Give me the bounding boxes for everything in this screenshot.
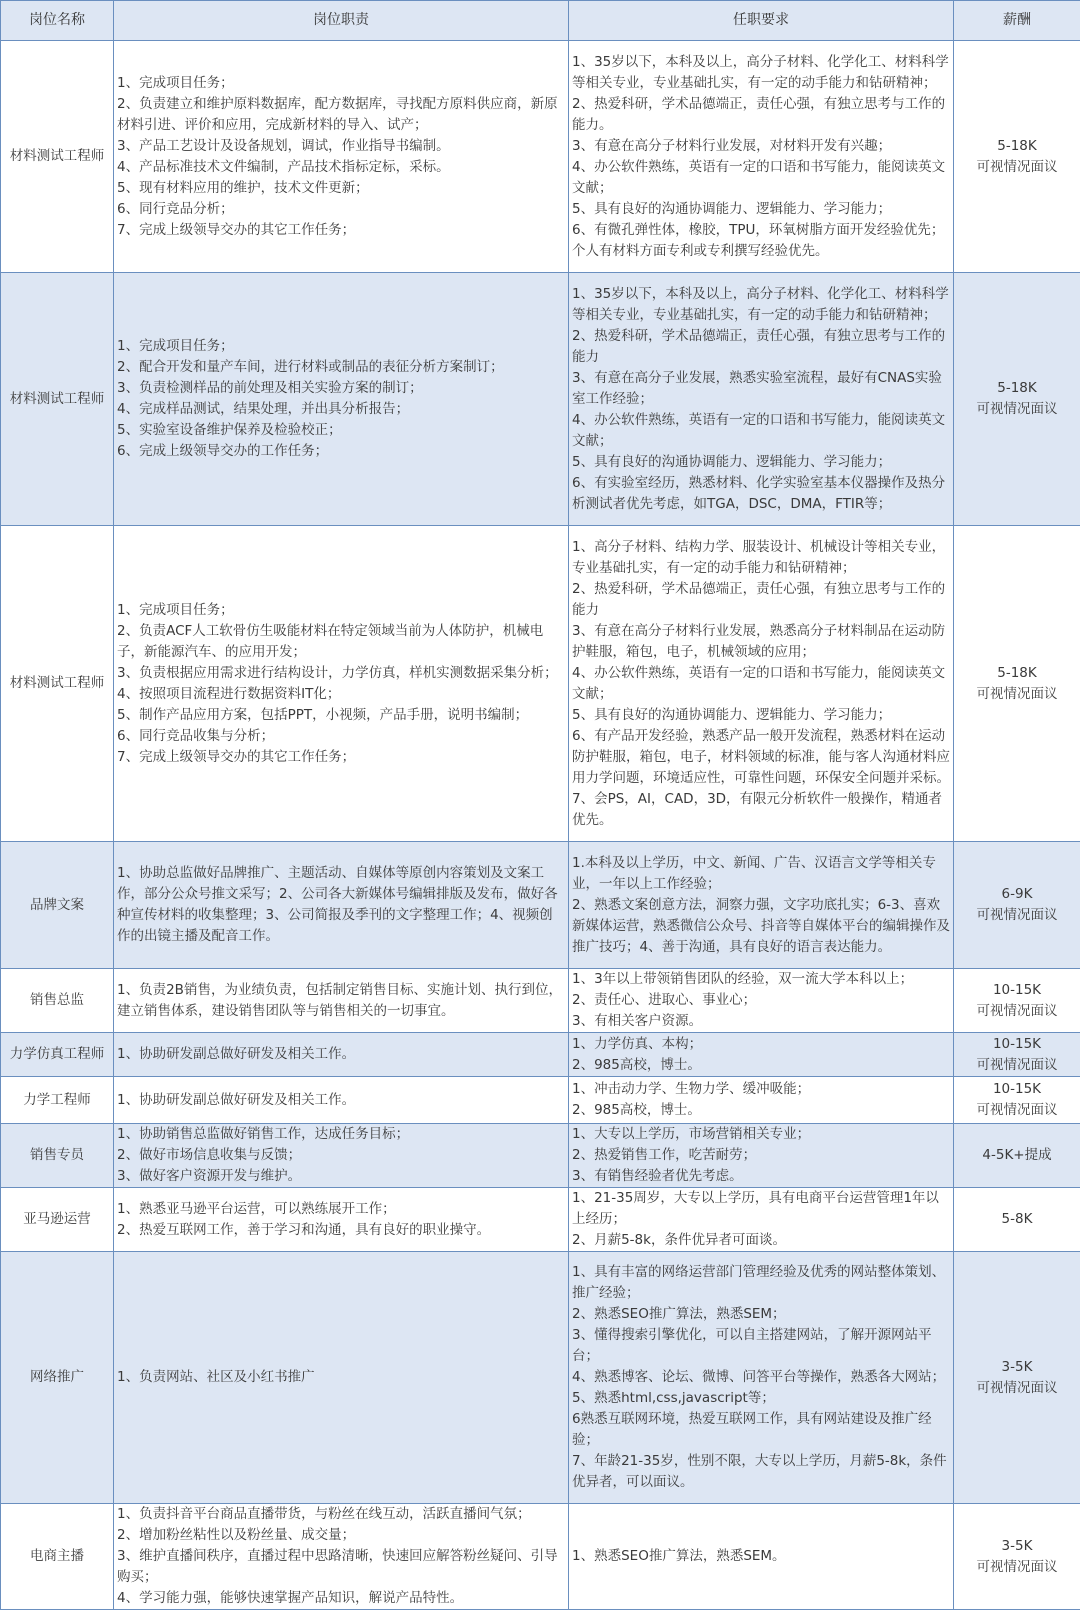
requirements-line: 3、有意在高分子材料行业发展，熟悉高分子材料制品在运动防护鞋服，箱包，电子，机械领域的应用；: [572, 622, 946, 660]
requirements-cell: [569, 1124, 954, 1188]
requirements-cell: [569, 1077, 954, 1124]
duties-line: 1、负责2B销售，为业绩负责，包括制定销售目标、实施计划、执行到位，建立销售体系，建设销售团队等与销售相关的一切事宜。: [117, 981, 562, 1019]
requirements-cell: [569, 1033, 954, 1077]
job-title-cell: 材料测试工程师: [1, 273, 114, 526]
table-body: [1, 41, 1080, 1610]
header-title: 岗位名称: [1, 1, 114, 41]
duties-line: 1、协助总监做好品牌推广、主题活动、自媒体等原创内容策划及文案工作，部分公众号推文采写；2、公司各大新媒体号编辑排版及发布，做好各种宣传材料的收集整理；3、公司简报及季刊的文字整理工作；4、视频创作的出镜主播及配音工作。: [117, 865, 558, 944]
requirements-line: 4、办公软件熟练，英语有一定的口语和书写能力，能阅读英文文献；: [572, 158, 946, 196]
requirements-line: 3、有意在高分子业发展，熟悉实验室流程，最好有CNAS实验室工作经验；: [572, 369, 942, 407]
requirements-cell: [569, 842, 954, 969]
salary-cell: [954, 1124, 1080, 1188]
duties-line: 2、做好市场信息收集与反馈；: [117, 1147, 302, 1163]
salary-cell: [954, 41, 1080, 273]
job-title-cell: 亚马逊运营: [1, 1188, 114, 1252]
header-duties: 岗位职责: [114, 1, 569, 41]
requirements-line: 2、热爱科研，学术品德端正，责任心强，有独立思考与工作的能力。: [572, 95, 946, 133]
salary-cell: [954, 1033, 1080, 1077]
requirements-line: 1、高分子材料、结构力学、服装设计、机械设计等相关专业，专业基础扎实，有一定的动手能力和钻研精神；: [572, 538, 946, 576]
salary-cell: [954, 273, 1080, 526]
table-row: [1, 1124, 1080, 1188]
requirements-line: 2、热爱科研，学术品德端正，责任心强，有独立思考与工作的能力: [572, 580, 946, 618]
duties-line: 1、完成项目任务；: [117, 601, 234, 618]
duties-cell: [114, 1033, 569, 1077]
duties-line: 3、产品工艺设计及设备规划，调试，作业指导书编制。: [117, 137, 450, 154]
requirements-line: 4、熟悉博客、论坛、微博、问答平台等操作，熟悉各大网站；: [572, 1369, 946, 1385]
requirements-line: 5、具有良好的沟通协调能力、逻辑能力、学习能力；: [572, 200, 892, 217]
duties-line: 7、完成上级领导交办的其它工作任务；: [117, 221, 356, 238]
salary-line: 可视情况面议: [976, 1056, 1058, 1073]
requirements-line: 1、3年以上带领销售团队的经验，双一流大学本科以上；: [572, 971, 914, 987]
requirements-line: 2、熟悉文案创意方法，洞察力强，文字功底扎实；6-3、喜欢新媒体运营，熟悉微信公众号、抖音等自媒体平台的编辑操作及推广技巧；4、善于沟通，具有良好的语言表达能力。: [572, 896, 950, 955]
requirements-line: 3、有销售经验者优先考虑。: [572, 1168, 743, 1184]
job-title-cell: 品牌文案: [1, 842, 114, 969]
salary-line: 可视情况面议: [976, 158, 1058, 175]
requirements-line: 3、有意在高分子材料行业发展，对材料开发有兴趣；: [572, 137, 892, 154]
requirements-line: 1、熟悉SEO推广算法，熟悉SEM。: [572, 1548, 786, 1564]
duties-line: 4、按照项目流程进行数据资料IT化；: [117, 685, 341, 702]
requirements-line: 2、熟悉SEO推广算法，熟悉SEM；: [572, 1306, 786, 1322]
duties-cell: [114, 526, 569, 842]
salary-cell: [954, 1252, 1080, 1504]
duties-line: 1、协助研发副总做好研发及相关工作。: [117, 1046, 356, 1062]
duties-line: 1、熟悉亚马逊平台运营，可以熟练展开工作；: [117, 1200, 396, 1217]
duties-line: 6、同行竞品收集与分析；: [117, 727, 275, 744]
job-title-cell: 材料测试工程师: [1, 526, 114, 842]
duties-line: 4、产品标准技术文件编制，产品技术指标定标，采标。: [117, 158, 450, 175]
requirements-line: 2、985高校，博士。: [572, 1056, 701, 1073]
requirements-line: 7、年龄21-35岁，性别不限，大专以上学历，月薪5-8k，条件优异者，可以面议。: [572, 1453, 947, 1490]
requirements-line: 1、具有丰富的网络运营部门管理经验及优秀的网站整体策划、推广经验；: [572, 1264, 946, 1301]
table-row: [1, 41, 1080, 273]
requirements-cell: [569, 1252, 954, 1504]
salary-line: 6-9K: [1001, 886, 1033, 902]
salary-line: 可视情况面议: [976, 1102, 1058, 1118]
header-salary: 薪酬: [954, 1, 1080, 41]
salary-line: 10-15K: [992, 981, 1042, 998]
duties-line: 5、制作产品应用方案，包括PPT，小视频，产品手册，说明书编制；: [117, 706, 529, 723]
job-title-cell: 材料测试工程师: [1, 41, 114, 273]
requirements-line: 6、有实验室经历，熟悉材料、化学实验室基本仪器操作及热分析测试者优先考虑，如TGA，DSC，DMA，FTIR等；: [572, 474, 946, 512]
salary-line: 10-15K: [992, 1081, 1042, 1097]
requirements-line: 5、具有良好的沟通协调能力、逻辑能力、学习能力；: [572, 453, 892, 470]
salary-line: 3-5K: [1001, 1358, 1033, 1375]
salary-line: 10-15K: [992, 1035, 1042, 1052]
requirements-line: 4、办公软件熟练，英语有一定的口语和书写能力，能阅读英文文献；: [572, 664, 946, 702]
requirements-cell: [569, 1504, 954, 1610]
salary-line: 5-18K: [997, 664, 1037, 681]
requirements-line: 1、35岁以下，本科及以上，高分子材料、化学化工、材料科学等相关专业，专业基础扎实，有一定的动手能力和钻研精神；: [572, 53, 949, 91]
duties-line: 1、完成项目任务；: [117, 338, 234, 354]
requirements-line: 1、力学仿真、本构；: [572, 1035, 703, 1052]
table-row: [1, 1077, 1080, 1124]
requirements-line: 3、有相关客户资源。: [572, 1013, 703, 1029]
salary-line: 3-5K: [1001, 1537, 1033, 1554]
salary-line: 可视情况面议: [976, 685, 1058, 702]
duties-line: 3、负责根据应用需求进行结构设计，力学仿真，样机实测数据采集分析；: [117, 664, 558, 681]
salary-cell: [954, 842, 1080, 969]
requirements-line: 5、具有良好的沟通协调能力、逻辑能力、学习能力；: [572, 706, 892, 723]
salary-cell: [954, 1504, 1080, 1610]
duties-cell: [114, 1504, 569, 1610]
requirements-line: 1.本科及以上学历，中文、新闻、广告、汉语言文学等相关专业，一年以上工作经验；: [572, 854, 936, 892]
table-row: [1, 969, 1080, 1033]
duties-line: 1、负责网站、社区及小红书推广: [117, 1369, 315, 1385]
duties-line: 2、增加粉丝粘性以及粉丝量、成交量；: [117, 1527, 356, 1543]
requirements-cell: [569, 969, 954, 1033]
table-row: [1, 526, 1080, 842]
duties-line: 6、同行竞品分析；: [117, 200, 234, 217]
requirements-cell: [569, 1188, 954, 1252]
salary-cell: [954, 1188, 1080, 1252]
requirements-line: 2、月薪5-8k，条件优异者可面谈。: [572, 1232, 786, 1248]
requirements-line: 4、办公软件熟练，英语有一定的口语和书写能力，能阅读英文文献；: [572, 411, 946, 449]
duties-cell: [114, 1252, 569, 1504]
requirements-line: 1、35岁以下，本科及以上，高分子材料、化学化工、材料科学等相关专业，专业基础扎实，有一定的动手能力和钻研精神；: [572, 285, 949, 323]
requirements-line: 6、有微孔弹性体，橡胶，TPU，环氧树脂方面开发经验优先；个人有材料方面专利或专利撰写经验优先。: [572, 221, 945, 259]
duties-cell: [114, 969, 569, 1033]
salary-line: 可视情况面议: [976, 401, 1058, 417]
salary-cell: [954, 1077, 1080, 1124]
salary-line: 5-18K: [997, 137, 1037, 154]
salary-line: 4-5K+提成: [982, 1147, 1052, 1163]
salary-line: 5-18K: [997, 380, 1037, 396]
duties-line: 5、现有材料应用的维护，技术文件更新；: [117, 179, 369, 196]
duties-line: 2、负责ACF人工软骨仿生吸能材料在特定领域当前为人体防护，机械电子，新能源汽车、的应用开发；: [117, 622, 544, 660]
salary-line: 可视情况面议: [976, 1558, 1058, 1575]
job-title-cell: 力学工程师: [1, 1077, 114, 1124]
salary-line: 5-8K: [1001, 1211, 1033, 1227]
requirements-line: 3、懂得搜索引擎优化，可以自主搭建网站，了解开源网站平台；: [572, 1327, 932, 1364]
requirements-line: 2、985高校，博士。: [572, 1102, 701, 1118]
header-requirements: 任职要求: [569, 1, 954, 41]
duties-cell: [114, 1188, 569, 1252]
job-title-cell: 销售专员: [1, 1124, 114, 1188]
salary-line: 可视情况面议: [976, 907, 1058, 923]
requirements-line: 2、热爱销售工作，吃苦耐劳；: [572, 1147, 757, 1163]
duties-cell: [114, 1124, 569, 1188]
job-title-cell: 网络推广: [1, 1252, 114, 1504]
table-row: [1, 1504, 1080, 1610]
duties-cell: [114, 1077, 569, 1124]
table-header: [1, 1, 1080, 41]
table-row: [1, 273, 1080, 526]
duties-line: 4、学习能力强，能够快速掌握产品知识，解说产品特性。: [117, 1590, 464, 1606]
requirements-line: 1、21-35周岁，大专以上学历，具有电商平台运营管理1年以上经历；: [572, 1190, 939, 1227]
duties-line: 3、做好客户资源开发与维护。: [117, 1168, 302, 1184]
duties-line: 3、维护直播间秩序，直播过程中思路清晰，快速回应解答粉丝疑问、引导购买；: [117, 1548, 558, 1585]
requirements-line: 1、大专以上学历，市场营销相关专业；: [572, 1126, 811, 1142]
duties-line: 4、完成样品测试，结果处理，并出具分析报告；: [117, 401, 410, 417]
table-row: [1, 1188, 1080, 1252]
job-title-cell: 销售总监: [1, 969, 114, 1033]
salary-cell: [954, 526, 1080, 842]
duties-line: 1、负责抖音平台商品直播带货，与粉丝在线互动，活跃直播间气氛；: [117, 1506, 531, 1522]
duties-cell: [114, 41, 569, 273]
salary-line: 可视情况面议: [976, 1002, 1058, 1019]
requirements-cell: [569, 41, 954, 273]
table-row: [1, 1252, 1080, 1504]
duties-cell: [114, 842, 569, 969]
requirements-line: 6、有产品开发经验，熟悉产品一般开发流程，熟悉材料在运动防护鞋服，箱包，电子，材料领域的标准，能与客人沟通材料应用力学问题，环境适应性，可靠性问题，环保安全问题并采标。: [572, 727, 950, 786]
salary-line: 可视情况面议: [976, 1379, 1058, 1396]
duties-line: 2、配合开发和量产车间，进行材料或制品的表征分析方案制订；: [117, 359, 504, 375]
requirements-line: 7、会PS，AI，CAD，3D，有限元分析软件一般操作，精通者优先。: [572, 790, 943, 828]
requirements-line: 6熟悉互联网环境，热爱互联网工作，具有网站建设及推广经验；: [572, 1411, 932, 1448]
duties-line: 1、协助销售总监做好销售工作，达成任务目标；: [117, 1126, 410, 1142]
duties-line: 7、完成上级领导交办的其它工作任务；: [117, 748, 356, 765]
duties-cell: [114, 273, 569, 526]
job-title-cell: 力学仿真工程师: [1, 1033, 114, 1077]
table-row: [1, 1033, 1080, 1077]
requirements-cell: [569, 526, 954, 842]
job-title-cell: 电商主播: [1, 1504, 114, 1610]
duties-line: 2、热爱互联网工作，善于学习和沟通，具有良好的职业操守。: [117, 1221, 491, 1238]
duties-line: 3、负责检测样品的前处理及相关实验方案的制订；: [117, 380, 423, 396]
requirements-cell: [569, 273, 954, 526]
duties-line: 1、完成项目任务；: [117, 74, 234, 91]
requirements-line: 2、责任心、进取心、事业心；: [572, 992, 757, 1008]
salary-cell: [954, 969, 1080, 1033]
duties-line: 1、协助研发副总做好研发及相关工作。: [117, 1091, 356, 1108]
requirements-line: 5、熟悉html,css,javascript等；: [572, 1390, 775, 1406]
requirements-line: 1、冲击动力学、生物力学、缓冲吸能；: [572, 1081, 811, 1097]
table-row: [1, 842, 1080, 969]
duties-line: 6、完成上级领导交办的工作任务；: [117, 443, 329, 459]
requirements-line: 2、热爱科研，学术品德端正，责任心强，有独立思考与工作的能力: [572, 327, 946, 365]
duties-line: 2、负责建立和维护原料数据库，配方数据库，寻找配方原料供应商，新原材料引进、评价和应用，完成新材料的导入、试产；: [117, 95, 558, 133]
duties-line: 5、实验室设备维护保养及检验校正；: [117, 422, 342, 438]
header-row: [1, 1, 1080, 41]
